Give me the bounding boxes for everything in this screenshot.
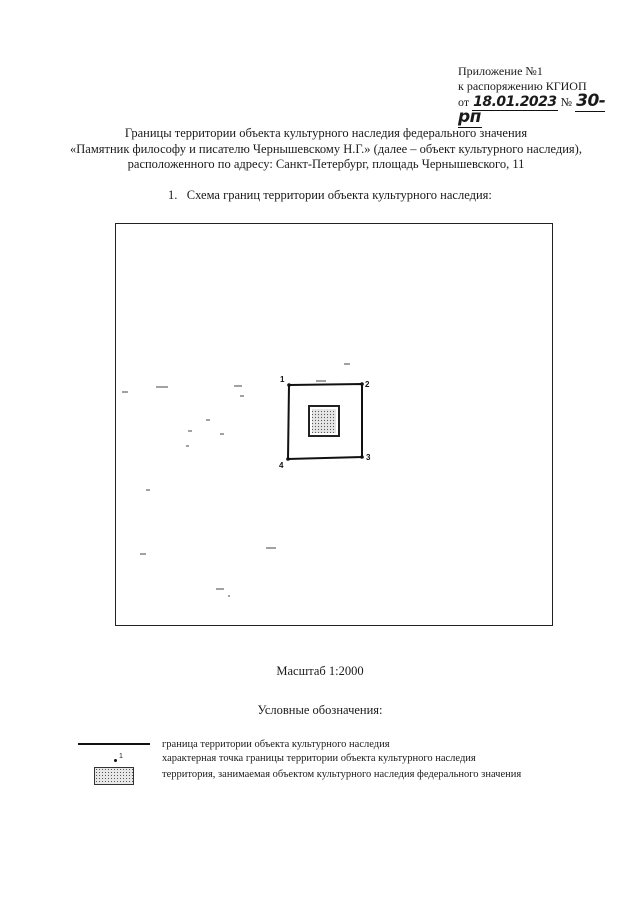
appendix-line2: к распоряжению КГИОП: [458, 79, 587, 93]
monument-area: [312, 409, 336, 433]
number-prefix: №: [560, 95, 573, 109]
point-symbol-label: 1: [119, 753, 123, 760]
handwritten-date: 18.01.2023: [473, 94, 557, 110]
hatched-area-symbol: [78, 767, 150, 785]
legend-text-boundary: граница территории объекта культурного наследия: [162, 739, 390, 750]
map-drawing: [116, 224, 554, 627]
section-heading: 1. Схема границ территории объекта культурного наследия:: [168, 188, 492, 202]
boundary-point-2: [360, 382, 364, 386]
appendix-date-line: [458, 91, 628, 127]
title-line2: «Памятник философу и писателю Чернышевскому Н.Г.» (далее – объект культурного наследия),: [70, 141, 582, 156]
legend-text-area: территория, занимаемая объектом культурного наследия федерального значения: [162, 769, 522, 780]
legend-item-area: [78, 767, 598, 785]
legend-title: Условные обозначения:: [257, 703, 383, 717]
point-label-1: 1: [280, 375, 285, 384]
document-title: [40, 126, 612, 173]
legend-text-point: характерная точка границы территории объекта культурного наследия: [162, 753, 476, 764]
handwritten-number: 30-рп: [458, 91, 606, 127]
boundary-map: [115, 223, 553, 626]
appendix-line1: Приложение №1: [458, 64, 543, 78]
boundary-point-3: [360, 455, 364, 459]
point-label-4: 4: [279, 461, 284, 470]
point-label-3: 3: [366, 453, 371, 462]
map-scale: Масштаб 1:2000: [276, 664, 364, 678]
date-prefix: от: [458, 95, 470, 109]
boundary-point-1: [287, 383, 291, 387]
title-line1: Границы территории объекта культурного наследия федерального значения: [124, 126, 528, 140]
title-line3: расположенного по адресу: Санкт-Петербург, площадь Чернышевского, 11: [127, 157, 525, 171]
point-label-2: 2: [365, 380, 370, 389]
boundary-point-4: [286, 457, 290, 461]
appendix-block: [458, 64, 628, 127]
